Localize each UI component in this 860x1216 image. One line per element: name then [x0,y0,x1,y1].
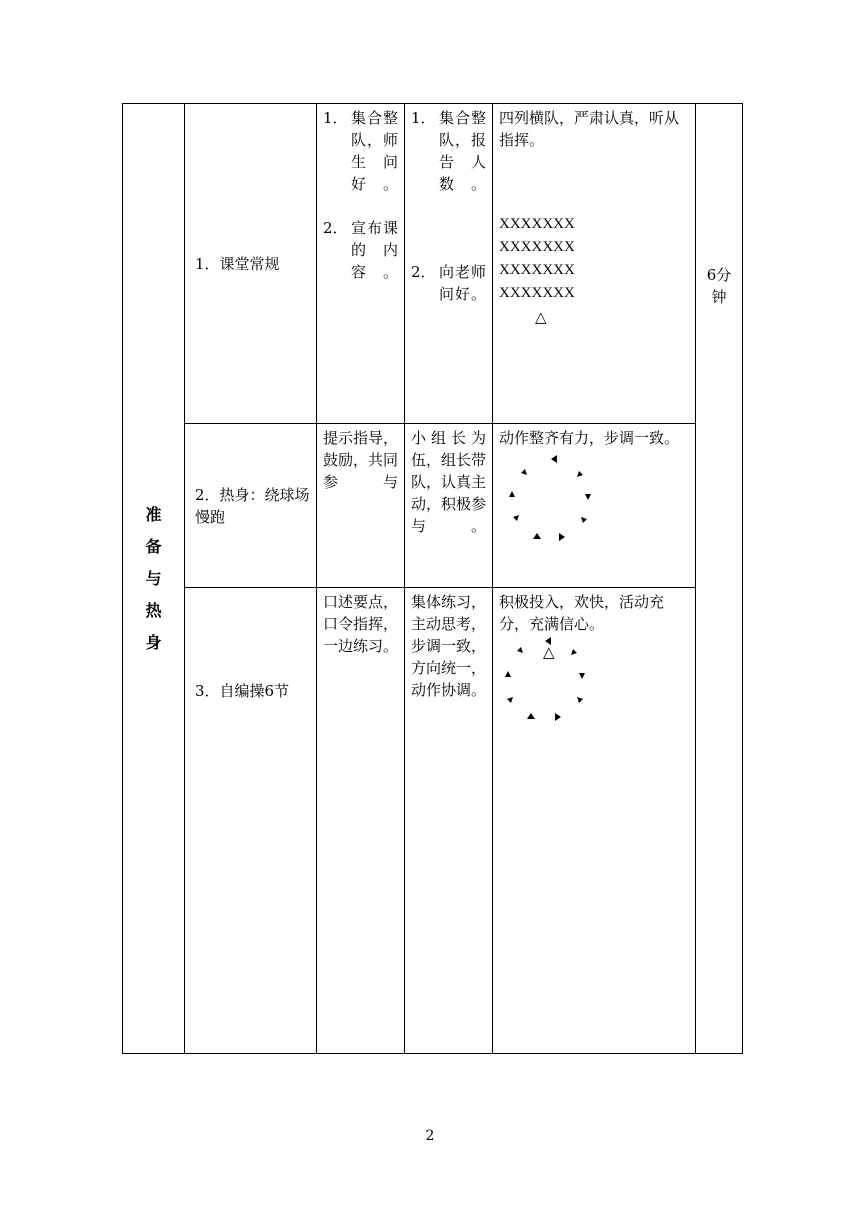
list-item [323,107,398,195]
phase-char: 与 [145,568,162,588]
lesson-plan-table [122,103,743,1054]
student-activity-cell [405,104,493,424]
formation-row: XXXXXXX [499,285,575,301]
exercise-circle-diagram [499,635,619,735]
requirement-cell [493,588,696,1054]
item-number: 1． [411,109,436,127]
item-text: 宣布课的内容。 [351,219,398,281]
arrow-icon [571,649,577,655]
time-cell [696,104,743,1054]
formation-diagram [499,213,689,329]
time-text: 6分钟 [706,266,732,306]
formation-row: XXXXXXX [499,239,575,255]
page-number: 2 [425,1128,435,1144]
phase-char: 热 [145,600,162,620]
item-text: 集合整队，师生问好。 [351,109,398,193]
phase-char: 准 [145,504,162,524]
teacher-position-icon: △ [535,308,547,326]
arrow-icon [527,713,535,719]
teacher-position-icon: △ [543,643,555,661]
phase-char: 备 [145,536,162,556]
student-activity-text: 小组长为伍，组长带队，认真主动，积极参与。 [411,429,487,535]
requirement-text: 动作整齐有力，步调一致。 [499,429,680,447]
arrow-icon [521,469,527,475]
teacher-activity-text: 提示指导，鼓励，共同参与 [323,429,399,491]
item-number: 2． [411,263,436,281]
arrow-icon [585,494,591,500]
arrow-icon [513,515,519,521]
list-item [411,107,486,195]
content-text: 1．课堂常规 [195,254,280,273]
teacher-activity-cell [317,588,405,1054]
teacher-activity-cell [317,104,405,424]
list-item [323,217,398,283]
student-activity-cell [405,588,493,1054]
arrow-icon [517,647,523,653]
arrow-icon [505,671,511,677]
item-number: 2． [323,219,348,237]
running-circle-diagram [499,449,619,549]
item-text: 集合整队，报告人数。 [439,109,486,193]
arrow-icon [577,471,583,477]
arrow-icon [551,455,557,463]
formation-row: XXXXXXX [499,216,575,232]
item-text: 向老师问好。 [439,263,486,303]
arrow-icon [577,697,583,703]
requirement-cell [493,104,696,424]
student-activity-cell [405,424,493,588]
requirement-text: 四列横队，严肃认真，听从指挥。 [499,109,680,149]
arrow-icon [579,673,585,679]
teacher-activity-cell [317,424,405,588]
arrow-icon [509,491,515,497]
requirement-text: 积极投入，欢快，活动充分，充满信心。 [499,593,665,633]
content-cell [185,424,317,588]
arrow-icon [533,533,541,539]
arrow-icon [581,517,587,523]
formation-row: XXXXXXX [499,262,575,278]
student-activity-text: 集体练习，主动思考，步调一致，方向统一，动作协调。 [411,593,487,699]
arrow-icon [559,533,565,541]
phase-cell [123,104,185,1054]
item-number: 1． [323,109,348,127]
requirement-cell [493,424,696,588]
list-item [411,261,486,305]
arrow-icon [507,697,513,703]
content-cell [185,104,317,424]
content-text: 3．自编操6节 [195,682,290,700]
arrow-icon [555,713,561,721]
teacher-activity-text: 口述要点，口令指挥，一边练习。 [323,593,399,655]
content-text: 2．热身：绕球场慢跑 [195,485,310,526]
exercise-arrows [499,635,619,735]
content-cell [185,588,317,1054]
phase-char: 身 [145,632,162,652]
